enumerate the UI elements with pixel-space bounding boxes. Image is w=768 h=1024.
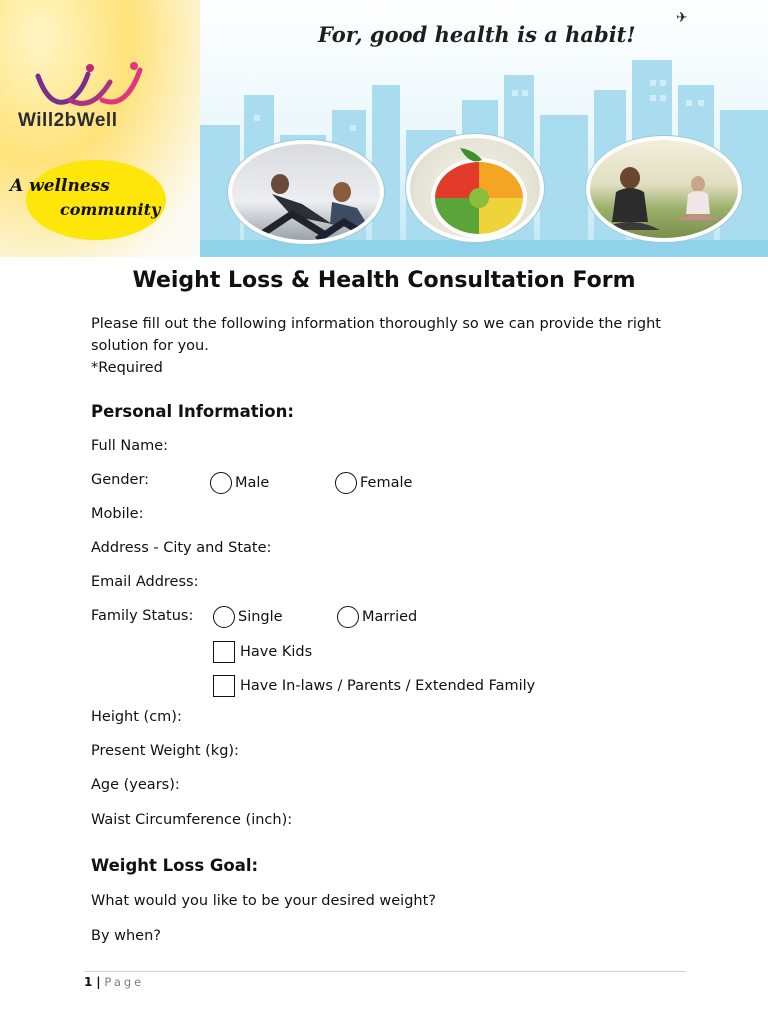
page-footer [84,975,144,989]
page-separator: | [96,975,101,989]
family-option-label: Married [362,609,418,625]
footer-divider [84,971,686,972]
bird-icon: ✈ [676,10,688,26]
vegetables-photo [406,134,544,242]
gender-label: Gender: [91,472,150,488]
page-number: 1 [84,975,93,989]
desired-weight-label: What would you like to be your desired weight? [91,893,436,909]
gender-option-label: Male [235,475,270,491]
intro-text-line1: Please fill out the following information thoroughly so we can provide the right [91,316,661,332]
family-option-label: Single [238,609,283,625]
family-option-married[interactable] [337,606,417,628]
required-note: *Required [91,360,163,376]
meditation-photo [586,136,742,242]
gender-option-female[interactable] [335,472,412,494]
will2bwell-logo-icon [30,62,150,112]
radio-single[interactable] [213,606,235,628]
age-label: Age (years): [91,777,180,793]
brand-name: Will2bWell [18,110,118,131]
intro-text-line2: solution for you. [91,338,209,354]
logo-panel [0,0,200,257]
checkbox-have-kids[interactable] [213,641,312,663]
full-name-label: Full Name: [91,438,169,454]
page-word: Page [104,975,145,989]
weight-label: Present Weight (kg): [91,743,239,759]
checkbox-extended-family[interactable] [213,675,535,697]
mobile-label: Mobile: [91,506,144,522]
checkbox-box[interactable] [213,641,235,663]
tagline-line1: A wellness [10,176,110,196]
weight-goal-heading: Weight Loss Goal: [91,856,259,875]
banner-scene [200,0,768,257]
address-label: Address - City and State: [91,540,272,556]
exercise-photo [228,140,384,244]
tagline-line2: community [60,200,161,219]
email-label: Email Address: [91,574,199,590]
banner-motto: For, good health is a habit! [318,22,636,47]
by-when-label: By when? [91,928,161,944]
family-option-single[interactable] [213,606,283,628]
gender-option-label: Female [360,475,413,491]
height-label: Height (cm): [91,709,182,725]
waist-label: Waist Circumference (inch): [91,812,293,828]
checkbox-box[interactable] [213,675,235,697]
radio-male[interactable] [210,472,232,494]
form-title: Weight Loss & Health Consultation Form [132,268,636,293]
checkbox-label: Have Kids [240,644,313,660]
checkbox-label: Have In-laws / Parents / Extended Family [240,678,536,694]
family-status-label: Family Status: [91,608,194,624]
personal-info-heading: Personal Information: [91,402,294,421]
gender-option-male[interactable] [210,472,269,494]
radio-married[interactable] [337,606,359,628]
radio-female[interactable] [335,472,357,494]
